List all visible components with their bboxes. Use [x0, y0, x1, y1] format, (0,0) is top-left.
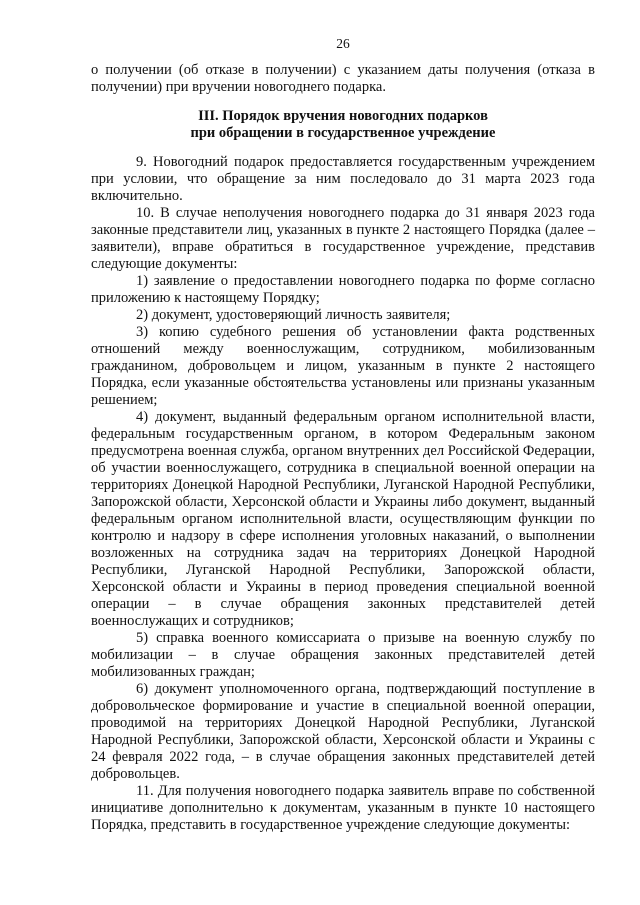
paragraph-10-item-5: 5) справка военного комиссариата о призыве на военную службу по мобилизации – в случае обращения законных представителей детей мобилизованных граждан; — [91, 630, 595, 680]
section-title — [91, 108, 595, 142]
section-title-line-2: при обращении в государственное учреждение — [190, 125, 496, 141]
continuation-paragraph: о получении (об отказе в получении) с указанием даты получения (отказа в получении) при вручении новогоднего подарка. — [91, 62, 595, 95]
paragraph-9: 9. Новогодний подарок предоставляется государственным учреждением при условии, что обращение за ним последовало до 31 марта 2023 года включительно. — [91, 154, 595, 204]
paragraph-10-item-3: 3) копию судебного решения об установлении факта родственных отношений между военнослужащим, сотрудником, мобилизованным гражданином, добровольцем и лицом, указанным в пункте 2 настоящего Порядка, если указанные обстоятельства установлены или признаны указанным решением; — [91, 324, 595, 408]
section-title-line-1: III. Порядок вручения новогодних подарков — [198, 108, 488, 124]
paragraph-10-item-6: 6) документ уполномоченного органа, подтверждающий поступление в добровольческое формирование и участие в специальной военной операции, проводимой на территориях Донецкой Народной Республики, Луганской Народной Республики, Запорожской области, Херсонской области и Украины с 24 февраля 2022 года, – в случае обращения законных представителей детей добровольцев. — [91, 681, 595, 782]
paragraph-10-item-2: 2) документ, удостоверяющий личность заявителя; — [136, 307, 451, 323]
paragraph-10: 10. В случае неполучения новогоднего подарка до 31 января 2023 года законные представители лиц, указанных в пункте 2 настоящего Порядка (далее – заявители), вправе обратиться в государственное учреждение, представив следующие документы: — [91, 205, 595, 272]
paragraph-10-item-1: 1) заявление о предоставлении новогоднего подарка по форме согласно приложению к настоящему Порядку; — [91, 273, 595, 306]
paragraph-11: 11. Для получения новогоднего подарка заявитель вправе по собственной инициативе дополнительно к документам, указанным в пункте 10 настоящего Порядка, представить в государственное учреждение следующие документы: — [91, 783, 595, 833]
paragraph-10-item-4: 4) документ, выданный федеральным органом исполнительной власти, федеральным государственным органом, в котором Федеральным законом предусмотрена военная служба, органом внутренних дел Российской Федерации, об участии военнослужащего, сотрудника в специальной военной операции на территориях Донецкой Народной Республики, Луганской Народной Республики, Запорожской области, Херсонской области и Украины либо документ, выданный федеральным органом исполнительной власти, осуществляющим функции по контролю и надзору в сфере исполнения уголовных наказаний, о выполнении возложенных на сотрудника задач на территориях Донецкой Народной Республики, Луганской Народной Республики, Запорожской области, Херсонской области и Украины в период проведения специальной военной операции – в случае обращения законных представителей детей военнослужащих и сотрудников; — [91, 409, 595, 629]
page-number: 26 — [336, 36, 350, 51]
